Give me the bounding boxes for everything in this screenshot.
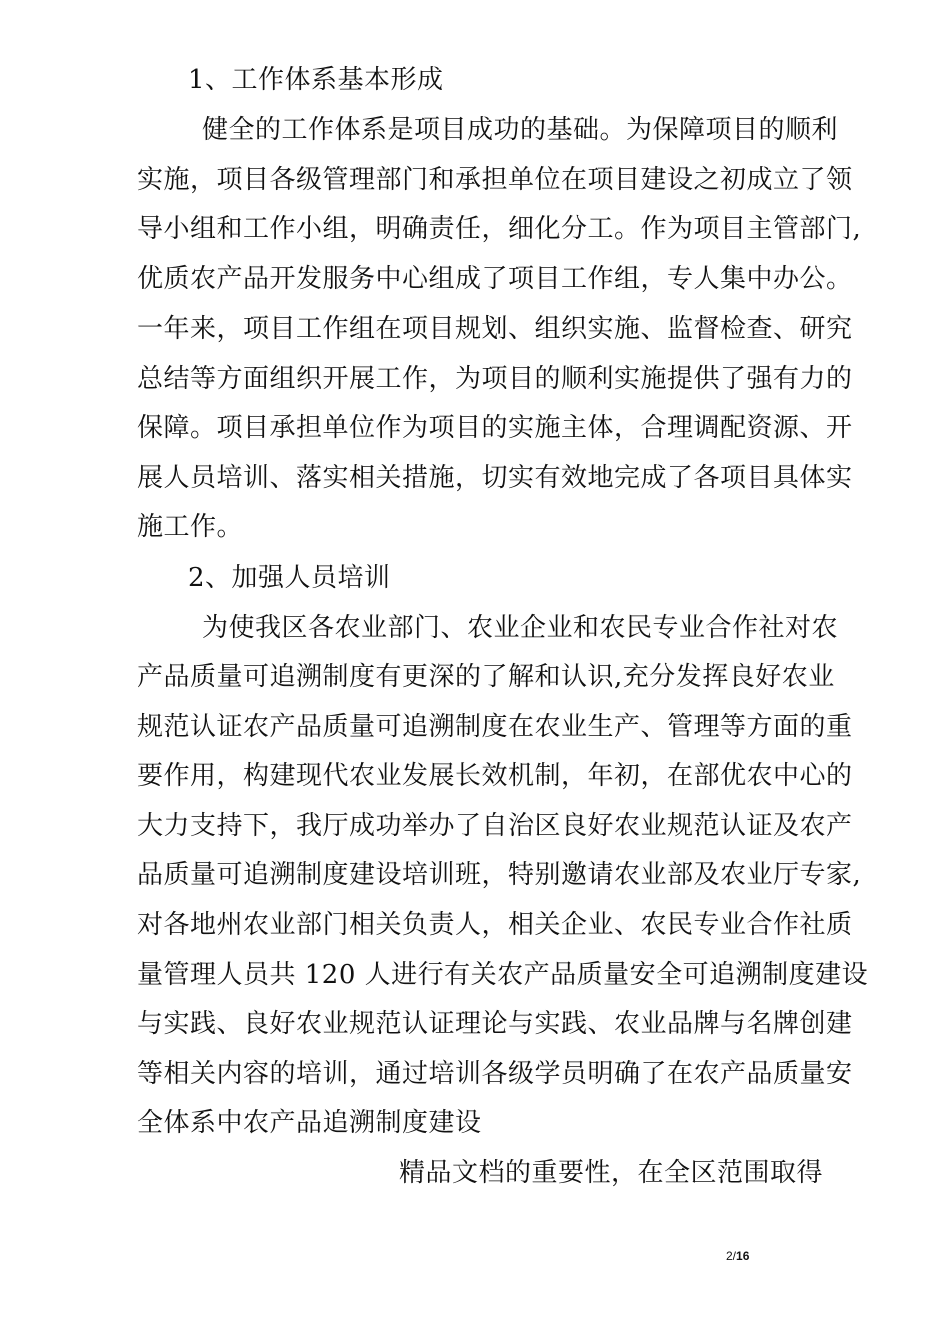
- paragraph-line: 总结等方面组织开展工作，为项目的顺利实施提供了强有力的: [137, 364, 853, 394]
- paragraph-line: 规范认证农产品质量可追溯制度在农业生产、管理等方面的重: [137, 712, 853, 742]
- paragraph-line: 产品质量可追溯制度有更深的了解和认识,充分发挥良好农业: [137, 662, 835, 692]
- watermark-line: 精品文档的重要性，在全区范围取得: [398, 1158, 823, 1188]
- paragraph-line: 品质量可追溯制度建设培训班，特别邀请农业部及农业厅专家,: [137, 860, 862, 890]
- paragraph-line: 为使我区各农业部门、农业企业和农民专业合作社对农: [202, 613, 839, 643]
- page-number: [726, 1249, 749, 1263]
- section-heading-2: 2、加强人员培训: [188, 563, 391, 593]
- paragraph-line: 与实践、良好农业规范认证理论与实践、农业品牌与名牌创建: [137, 1009, 853, 1039]
- paragraph-line: 一年来，项目工作组在项目规划、组织实施、监督检查、研究: [137, 314, 853, 344]
- paragraph-line: 等相关内容的培训，通过培训各级学员明确了在农产品质量安: [137, 1059, 853, 1089]
- paragraph-line: 全体系中农产品追溯制度建设: [137, 1108, 482, 1138]
- paragraph-line: 健全的工作体系是项目成功的基础。为保障项目的顺利: [202, 115, 839, 145]
- paragraph-line: 对各地州农业部门相关负责人，相关企业、农民专业合作社质: [137, 910, 853, 940]
- page-current: 2/: [726, 1249, 737, 1263]
- paragraph-line: 要作用，构建现代农业发展长效机制，年初，在部优农中心的: [137, 761, 853, 791]
- paragraph-line: 施工作。: [137, 512, 244, 542]
- section-heading-1: 1、工作体系基本形成: [188, 65, 444, 95]
- page-total: 16: [736, 1249, 750, 1263]
- paragraph-line: 导小组和工作小组，明确责任，细化分工。作为项目主管部门,: [137, 214, 862, 244]
- paragraph-line: 保障。项目承担单位作为项目的实施主体，合理调配资源、开: [137, 413, 853, 443]
- paragraph-line: 量管理人员共 120 人进行有关农产品质量安全可追溯制度建设: [137, 960, 869, 990]
- paragraph-line: 优质农产品开发服务中心组成了项目工作组，专人集中办公。: [137, 264, 853, 294]
- paragraph-line: 实施，项目各级管理部门和承担单位在项目建设之初成立了领: [137, 165, 853, 195]
- paragraph-line: 展人员培训、落实相关措施，切实有效地完成了各项目具体实: [137, 463, 853, 493]
- paragraph-line: 大力支持下，我厅成功举办了自治区良好农业规范认证及农产: [137, 811, 853, 841]
